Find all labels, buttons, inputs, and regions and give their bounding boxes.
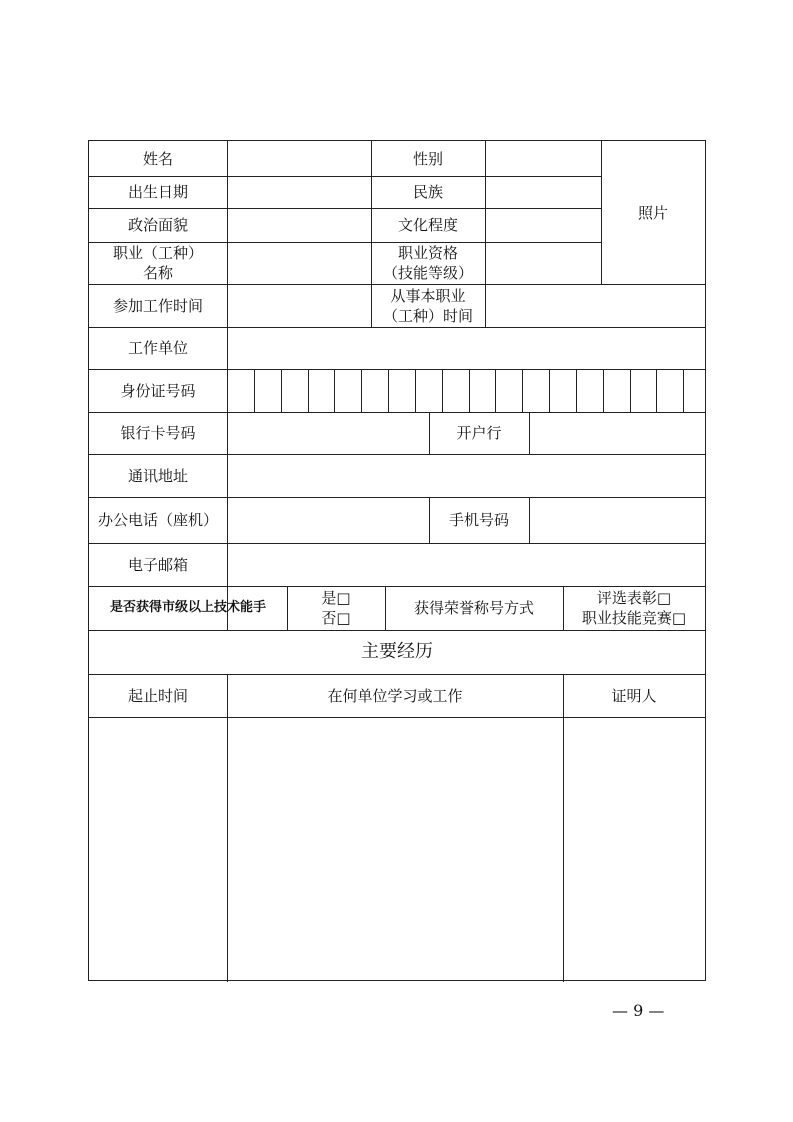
address-label: 通讯地址 [127, 466, 188, 485]
occupation-label-line1: 职业（工种） [112, 244, 203, 262]
address-field[interactable] [228, 455, 704, 496]
bank-card-field[interactable] [228, 413, 428, 453]
qualification-label [371, 242, 485, 284]
education-label: 文化程度 [397, 216, 458, 234]
gender-label: 性别 [412, 149, 443, 168]
political-status-label: 政治面貌 [127, 216, 188, 234]
skills-competition-checkbox[interactable]: 职业技能竞赛□ [581, 609, 687, 627]
occupation-time-line1: 从事本职业 [390, 286, 466, 305]
qualification-label-line2: （技能等级） [382, 264, 473, 282]
employer-field[interactable] [228, 328, 704, 368]
unit-column-header: 在何单位学习或工作 [327, 686, 463, 705]
office-phone-label: 办公电话（座机） [97, 511, 218, 529]
occupation-name-label [89, 242, 227, 284]
witness-entry-field[interactable] [564, 718, 704, 980]
birth-date-field[interactable] [228, 177, 370, 207]
political-status-field[interactable] [228, 209, 370, 241]
email-field[interactable] [228, 544, 704, 585]
page-number: — 9 — [612, 1001, 665, 1020]
period-column-header: 起止时间 [127, 686, 188, 705]
ethnicity-field[interactable] [486, 177, 600, 207]
occupation-time-field[interactable] [486, 285, 704, 326]
occupation-name-field[interactable] [228, 243, 370, 283]
qualification-label-line1: 职业资格 [397, 244, 458, 262]
witness-column-header: 证明人 [611, 686, 657, 705]
ethnicity-label: 民族 [412, 183, 443, 201]
bank-card-label: 银行卡号码 [120, 424, 196, 442]
unit-entry-field[interactable] [228, 718, 562, 980]
qualification-field[interactable] [486, 243, 600, 283]
tech-expert-label: 是否获得市级以上技术能手 [109, 600, 266, 615]
tech-expert-options [287, 586, 385, 630]
office-phone-field[interactable] [228, 498, 428, 542]
work-start-field[interactable] [228, 285, 370, 326]
bank-label: 开户行 [456, 424, 502, 442]
employer-label: 工作单位 [127, 339, 188, 357]
gender-field[interactable] [486, 142, 600, 175]
experience-section-title: 主要经历 [361, 641, 433, 662]
yes-checkbox[interactable]: 是□ [321, 589, 351, 607]
education-field[interactable] [486, 209, 600, 241]
selection-commendation-checkbox[interactable]: 评选表彰□ [596, 589, 672, 607]
occupation-label-line2: 名称 [142, 264, 173, 282]
no-checkbox[interactable]: 否□ [321, 609, 351, 627]
honor-method-label: 获得荣誉称号方式 [413, 599, 534, 617]
id-number-field[interactable] [228, 370, 704, 411]
id-number-label: 身份证号码 [120, 381, 196, 400]
mobile-label: 手机号码 [448, 511, 509, 529]
name-field[interactable] [228, 142, 370, 175]
occupation-time-line2: （工种）时间 [382, 306, 473, 325]
work-start-label: 参加工作时间 [112, 296, 203, 315]
bank-field[interactable] [530, 413, 704, 453]
mobile-field[interactable] [530, 498, 704, 542]
email-label: 电子邮箱 [127, 555, 188, 574]
photo-label: 照片 [637, 203, 668, 222]
registration-form-table [88, 140, 706, 981]
period-entry-field[interactable] [90, 718, 226, 980]
honor-method-options [563, 586, 705, 630]
name-label: 姓名 [142, 149, 173, 168]
occupation-time-label [371, 284, 485, 327]
birth-date-label: 出生日期 [127, 183, 188, 201]
